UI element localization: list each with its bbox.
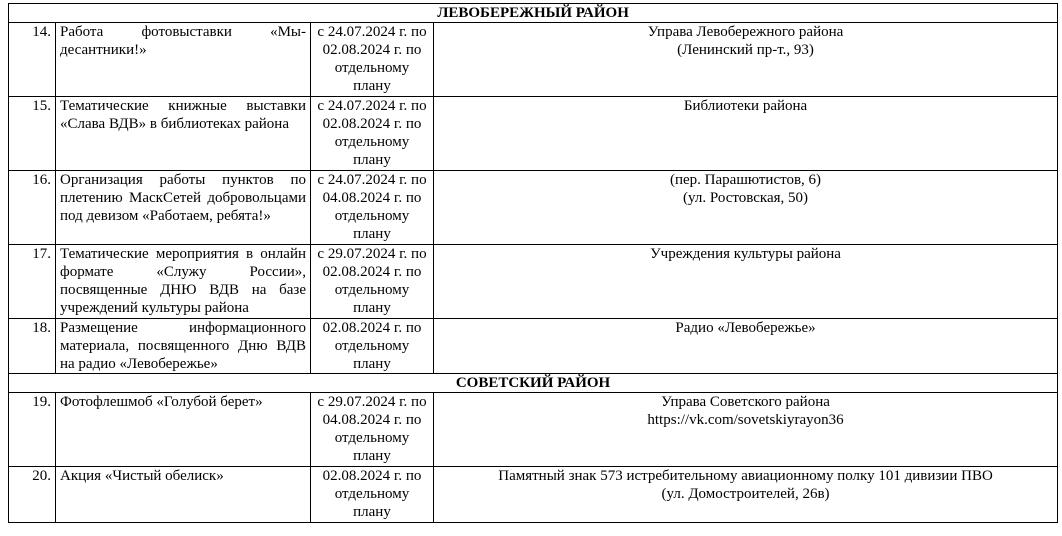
event-place	[434, 467, 1058, 523]
row-number: 18.	[9, 319, 56, 374]
section-heading: ЛЕВОБЕРЕЖНЫЙ РАЙОН	[9, 4, 1058, 23]
event-dates: с 24.07.2024 г. по 04.08.2024 г. по отдельному плану	[311, 171, 434, 245]
place-line: Учреждения культуры района	[650, 246, 841, 262]
event-place	[434, 245, 1058, 319]
event-place	[434, 393, 1058, 467]
table-row	[9, 97, 1058, 171]
place-line: Библиотеки района	[683, 98, 808, 114]
event-dates: с 24.07.2024 г. по 02.08.2024 г. по отдельному плану	[311, 97, 434, 171]
row-number: 17.	[9, 245, 56, 319]
section-heading: СОВЕТСКИЙ РАЙОН	[9, 374, 1058, 393]
event-dates: 02.08.2024 г. по отдельному плану	[311, 467, 434, 523]
place-line: Радио «Левобережье»	[675, 320, 816, 336]
section-header-row	[9, 4, 1058, 23]
table-row	[9, 245, 1058, 319]
event-dates: с 29.07.2024 г. по 02.08.2024 г. по отдельному плану	[311, 245, 434, 319]
row-number: 14.	[9, 23, 56, 97]
place-line: (ул. Домостроителей, 26в)	[661, 486, 830, 502]
event-place	[434, 171, 1058, 245]
event-title: Фотофлешмоб «Голубой берет»	[56, 393, 311, 467]
event-dates: с 29.07.2024 г. по 04.08.2024 г. по отдельному плану	[311, 393, 434, 467]
event-title: Тематические мероприятия в онлайн формате «Служу России», посвященные ДНЮ ВДВ на базе учреждений культуры района	[56, 245, 311, 319]
table-row	[9, 23, 1058, 97]
event-place	[434, 97, 1058, 171]
row-number: 15.	[9, 97, 56, 171]
table-row	[9, 171, 1058, 245]
event-title: Акция «Чистый обелиск»	[56, 467, 311, 523]
place-link[interactable]: https://vk.com/sovetskiyrayon36	[647, 412, 844, 428]
section-header-row	[9, 374, 1058, 393]
place-line: (ул. Ростовская, 50)	[683, 190, 808, 206]
event-dates: с 24.07.2024 г. по 02.08.2024 г. по отдельному плану	[311, 23, 434, 97]
row-number: 20.	[9, 467, 56, 523]
event-dates: 02.08.2024 г. по отдельному плану	[311, 319, 434, 374]
event-title: Размещение информационного материала, посвященного Дню ВДВ на радио «Левобережье»	[56, 319, 311, 374]
table-row	[9, 319, 1058, 374]
row-number: 19.	[9, 393, 56, 467]
table-row	[9, 393, 1058, 467]
place-line: Управа Советского района	[661, 394, 830, 410]
event-place	[434, 23, 1058, 97]
row-number: 16.	[9, 171, 56, 245]
place-line: Памятный знак 573 истребительному авиационному полку 101 дивизии ПВО	[498, 468, 993, 484]
place-line: (пер. Парашютистов, 6)	[669, 172, 822, 188]
events-table	[8, 3, 1058, 523]
place-line: Управа Левобережного района	[647, 24, 844, 40]
place-line: (Ленинский пр-т., 93)	[677, 42, 814, 58]
event-title: Тематические книжные выставки «Слава ВДВ» в библиотеках района	[56, 97, 311, 171]
event-place	[434, 319, 1058, 374]
event-title: Работа фотовыставки «Мы-десантники!»	[56, 23, 311, 97]
table-row	[9, 467, 1058, 523]
event-title: Организация работы пунктов по плетению МаскСетей добровольцами под девизом «Работаем, ребята!»	[56, 171, 311, 245]
